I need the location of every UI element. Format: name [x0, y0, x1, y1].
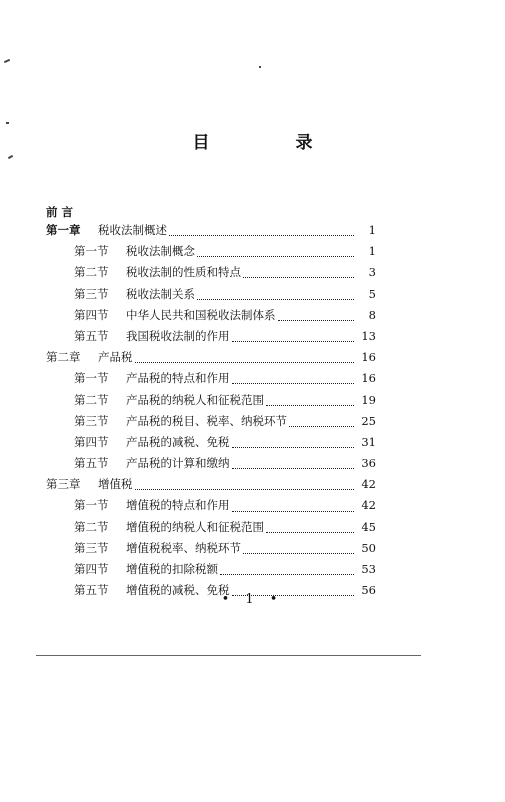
toc-entry-page: 45: [361, 519, 376, 534]
toc-entry-page: 42: [361, 498, 376, 513]
dot-leader: [278, 320, 355, 321]
toc-entry-number: 第四节: [74, 307, 109, 322]
dot-leader: [197, 299, 354, 300]
scan-mark: [8, 155, 13, 159]
toc-section-row[interactable]: [46, 392, 376, 413]
toc-entry-title: 产品税的税目、税率、纳税环节: [126, 413, 287, 428]
toc-entry-title: 增值税的减税、免税: [126, 583, 230, 598]
page-number: • 1 •: [221, 592, 284, 607]
toc-section-row[interactable]: [46, 307, 376, 328]
toc-entry-title: 中华人民共和国税收法制体系: [126, 307, 276, 322]
toc-entry-number: 第二节: [74, 392, 109, 407]
toc-entry-title: 我国税收法制的作用: [126, 328, 230, 343]
toc-entry-number: 第五节: [74, 583, 109, 598]
bottom-rule: [36, 655, 421, 656]
toc-entry-page: 16: [361, 350, 376, 365]
toc-entry-title: 产品税的特点和作用: [126, 371, 230, 386]
toc-preface[interactable]: [46, 204, 376, 222]
toc-entry-number: 第四节: [74, 434, 109, 449]
dot-leader: [266, 405, 354, 406]
toc-entry-page: 5: [368, 286, 376, 301]
toc-entry-number: 第一章: [46, 223, 81, 237]
toc-entry-title: 税收法制的性质和特点: [126, 265, 241, 280]
toc-entry-page: 19: [361, 392, 376, 407]
toc-section-row[interactable]: [46, 286, 376, 307]
toc-chapter-row[interactable]: [46, 222, 376, 243]
dot-leader: [243, 553, 354, 554]
toc-entry-page: 53: [361, 562, 376, 576]
toc-entry-title: 增值税的扣除税额: [126, 562, 218, 576]
toc-section-row[interactable]: [46, 328, 376, 349]
dot-leader: [232, 447, 355, 448]
toc-chapter-row[interactable]: [46, 349, 376, 370]
toc-entry-title: 增值税税率、纳税环节: [126, 540, 241, 555]
dot-leader: [289, 426, 354, 427]
dot-leader: [243, 277, 354, 278]
dot-leader: [232, 341, 355, 342]
toc-entry-number: 第一节: [74, 498, 109, 513]
table-of-contents: [46, 204, 376, 603]
toc-entry-title: 产品税的减税、免税: [126, 434, 230, 449]
toc-section-row[interactable]: [46, 370, 376, 391]
toc-entry-page: 50: [361, 540, 376, 555]
dot-leader: [135, 362, 355, 363]
toc-entry-page: 16: [361, 371, 376, 386]
toc-entry-number: 第二章: [46, 350, 81, 365]
toc-preface-label: 前 言: [46, 205, 74, 219]
toc-entry-title: 产品税的纳税人和征税范围: [126, 392, 264, 407]
toc-entry-page: 13: [361, 328, 376, 343]
dot-leader: [197, 256, 354, 257]
toc-section-row[interactable]: [46, 413, 376, 434]
toc-entry-number: 第三节: [74, 413, 109, 428]
toc-entry-page: 42: [361, 477, 376, 492]
page-title: 目 录: [192, 133, 353, 153]
dot-leader: [266, 532, 354, 533]
dot-leader: [135, 489, 355, 490]
toc-entry-number: 第二节: [74, 265, 109, 280]
toc-entry-title: 产品税: [98, 350, 133, 365]
toc-entry-title: 税收法制概述: [98, 223, 167, 237]
toc-section-row[interactable]: [46, 264, 376, 285]
toc-entry-number: 第四节: [74, 562, 109, 576]
toc-section-row[interactable]: [46, 243, 376, 264]
toc-entry-title: 税收法制关系: [126, 286, 195, 301]
toc-entry-number: 第五节: [74, 328, 109, 343]
toc-entry-page: 8: [368, 307, 376, 322]
scan-mark: [4, 59, 10, 63]
dot-leader: [232, 383, 355, 384]
toc-entry-page: 31: [361, 434, 376, 449]
toc-entry-page: 56: [361, 583, 376, 598]
toc-entry-number: 第一节: [74, 371, 109, 386]
scan-mark: [6, 122, 9, 124]
dot-leader: [232, 468, 355, 469]
scan-mark: [259, 66, 261, 68]
toc-section-row[interactable]: [46, 497, 376, 518]
toc-entry-number: 第二节: [74, 519, 109, 534]
toc-entry-title: 税收法制概念: [126, 244, 195, 259]
toc-entry-title: 增值税的纳税人和征税范围: [126, 519, 264, 534]
toc-entry-title: 产品税的计算和缴纳: [126, 456, 230, 471]
toc-entry-number: 第一节: [74, 244, 109, 259]
toc-entry-number: 第三节: [74, 540, 109, 555]
toc-entry-title: 增值税的特点和作用: [126, 498, 230, 513]
toc-entry-page: 3: [368, 265, 376, 280]
toc-section-row[interactable]: [46, 519, 376, 540]
toc-chapter-row[interactable]: [46, 476, 376, 497]
toc-entry-page: 25: [361, 413, 376, 428]
toc-entry-title: 增值税: [98, 477, 133, 492]
toc-entry-page: 1: [368, 244, 376, 259]
toc-section-row[interactable]: [46, 540, 376, 561]
toc-entry-number: 第三节: [74, 286, 109, 301]
toc-entry-page: 36: [361, 456, 376, 471]
dot-leader: [220, 574, 354, 575]
toc-entry-number: 第五节: [74, 456, 109, 471]
toc-section-row[interactable]: [46, 434, 376, 455]
toc-section-row[interactable]: [46, 455, 376, 476]
toc-section-row[interactable]: [46, 561, 376, 582]
toc-entry-page: 1: [368, 223, 376, 237]
dot-leader: [169, 235, 354, 236]
toc-entry-number: 第三章: [46, 477, 81, 492]
dot-leader: [232, 511, 355, 512]
